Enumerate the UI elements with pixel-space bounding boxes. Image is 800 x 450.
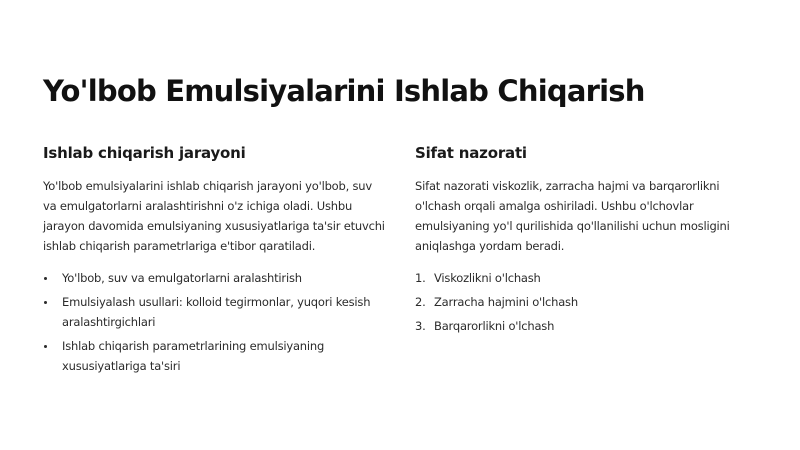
item-text: Zarracha hajmini o'lchash [434, 295, 578, 309]
production-process-bullet-list [43, 268, 393, 376]
item-number: 1. [415, 271, 426, 285]
quality-control-numbered-list [415, 268, 765, 336]
bullet-text: Ishlab chiqarish parametrlarining emulsiyaning xususiyatlariga ta'siri [62, 339, 325, 373]
item-text: Barqarorlikni o'lchash [434, 319, 555, 333]
bullet-dot-icon [44, 301, 47, 304]
item-number: 3. [415, 319, 426, 333]
bullet-dot-icon [44, 345, 47, 348]
production-process-paragraph: Yo'lbob emulsiyalarini ishlab chiqarish jarayoni yo'lbob, suv va emulgatorlarni aralashtirishni o'z ichiga oladi. Ushbu jarayon davomida emulsiyaning xususiyatlariga ta'sir etuvchi ishlab chiqarish parametrlariga e'tibor qaratiladi. [43, 179, 385, 253]
item-number: 2. [415, 295, 426, 309]
bullet-item [43, 268, 372, 288]
slide-title: Yo'lbob Emulsiyalarini Ishlab Chiqarish [43, 74, 645, 108]
bullet-item [43, 292, 372, 332]
item-text: Viskozlikni o'lchash [434, 271, 541, 285]
production-process-section [43, 144, 393, 380]
numbered-item [415, 268, 765, 288]
quality-control-paragraph: Sifat nazorati viskozlik, zarracha hajmi va barqarorlikni o'lchash orqali amalga oshiriladi. Ushbu o'lchovlar emulsiyaning yo'l qurilishida qo'llanilishi uchun mosligini aniqlashga yordam beradi. [415, 179, 730, 253]
bullet-text: Yo'lbob, suv va emulgatorlarni aralashtirish [62, 271, 302, 285]
bullet-dot-icon [44, 277, 47, 280]
numbered-item [415, 292, 765, 312]
bullet-text: Emulsiyalash usullari: kolloid tegirmonlar, yuqori kesish aralashtirgichlari [62, 295, 371, 329]
quality-control-heading: Sifat nazorati [415, 144, 527, 162]
numbered-item [415, 316, 765, 336]
production-process-heading: Ishlab chiqarish jarayoni [43, 144, 246, 162]
bullet-item [43, 336, 372, 376]
quality-control-section [415, 144, 765, 340]
